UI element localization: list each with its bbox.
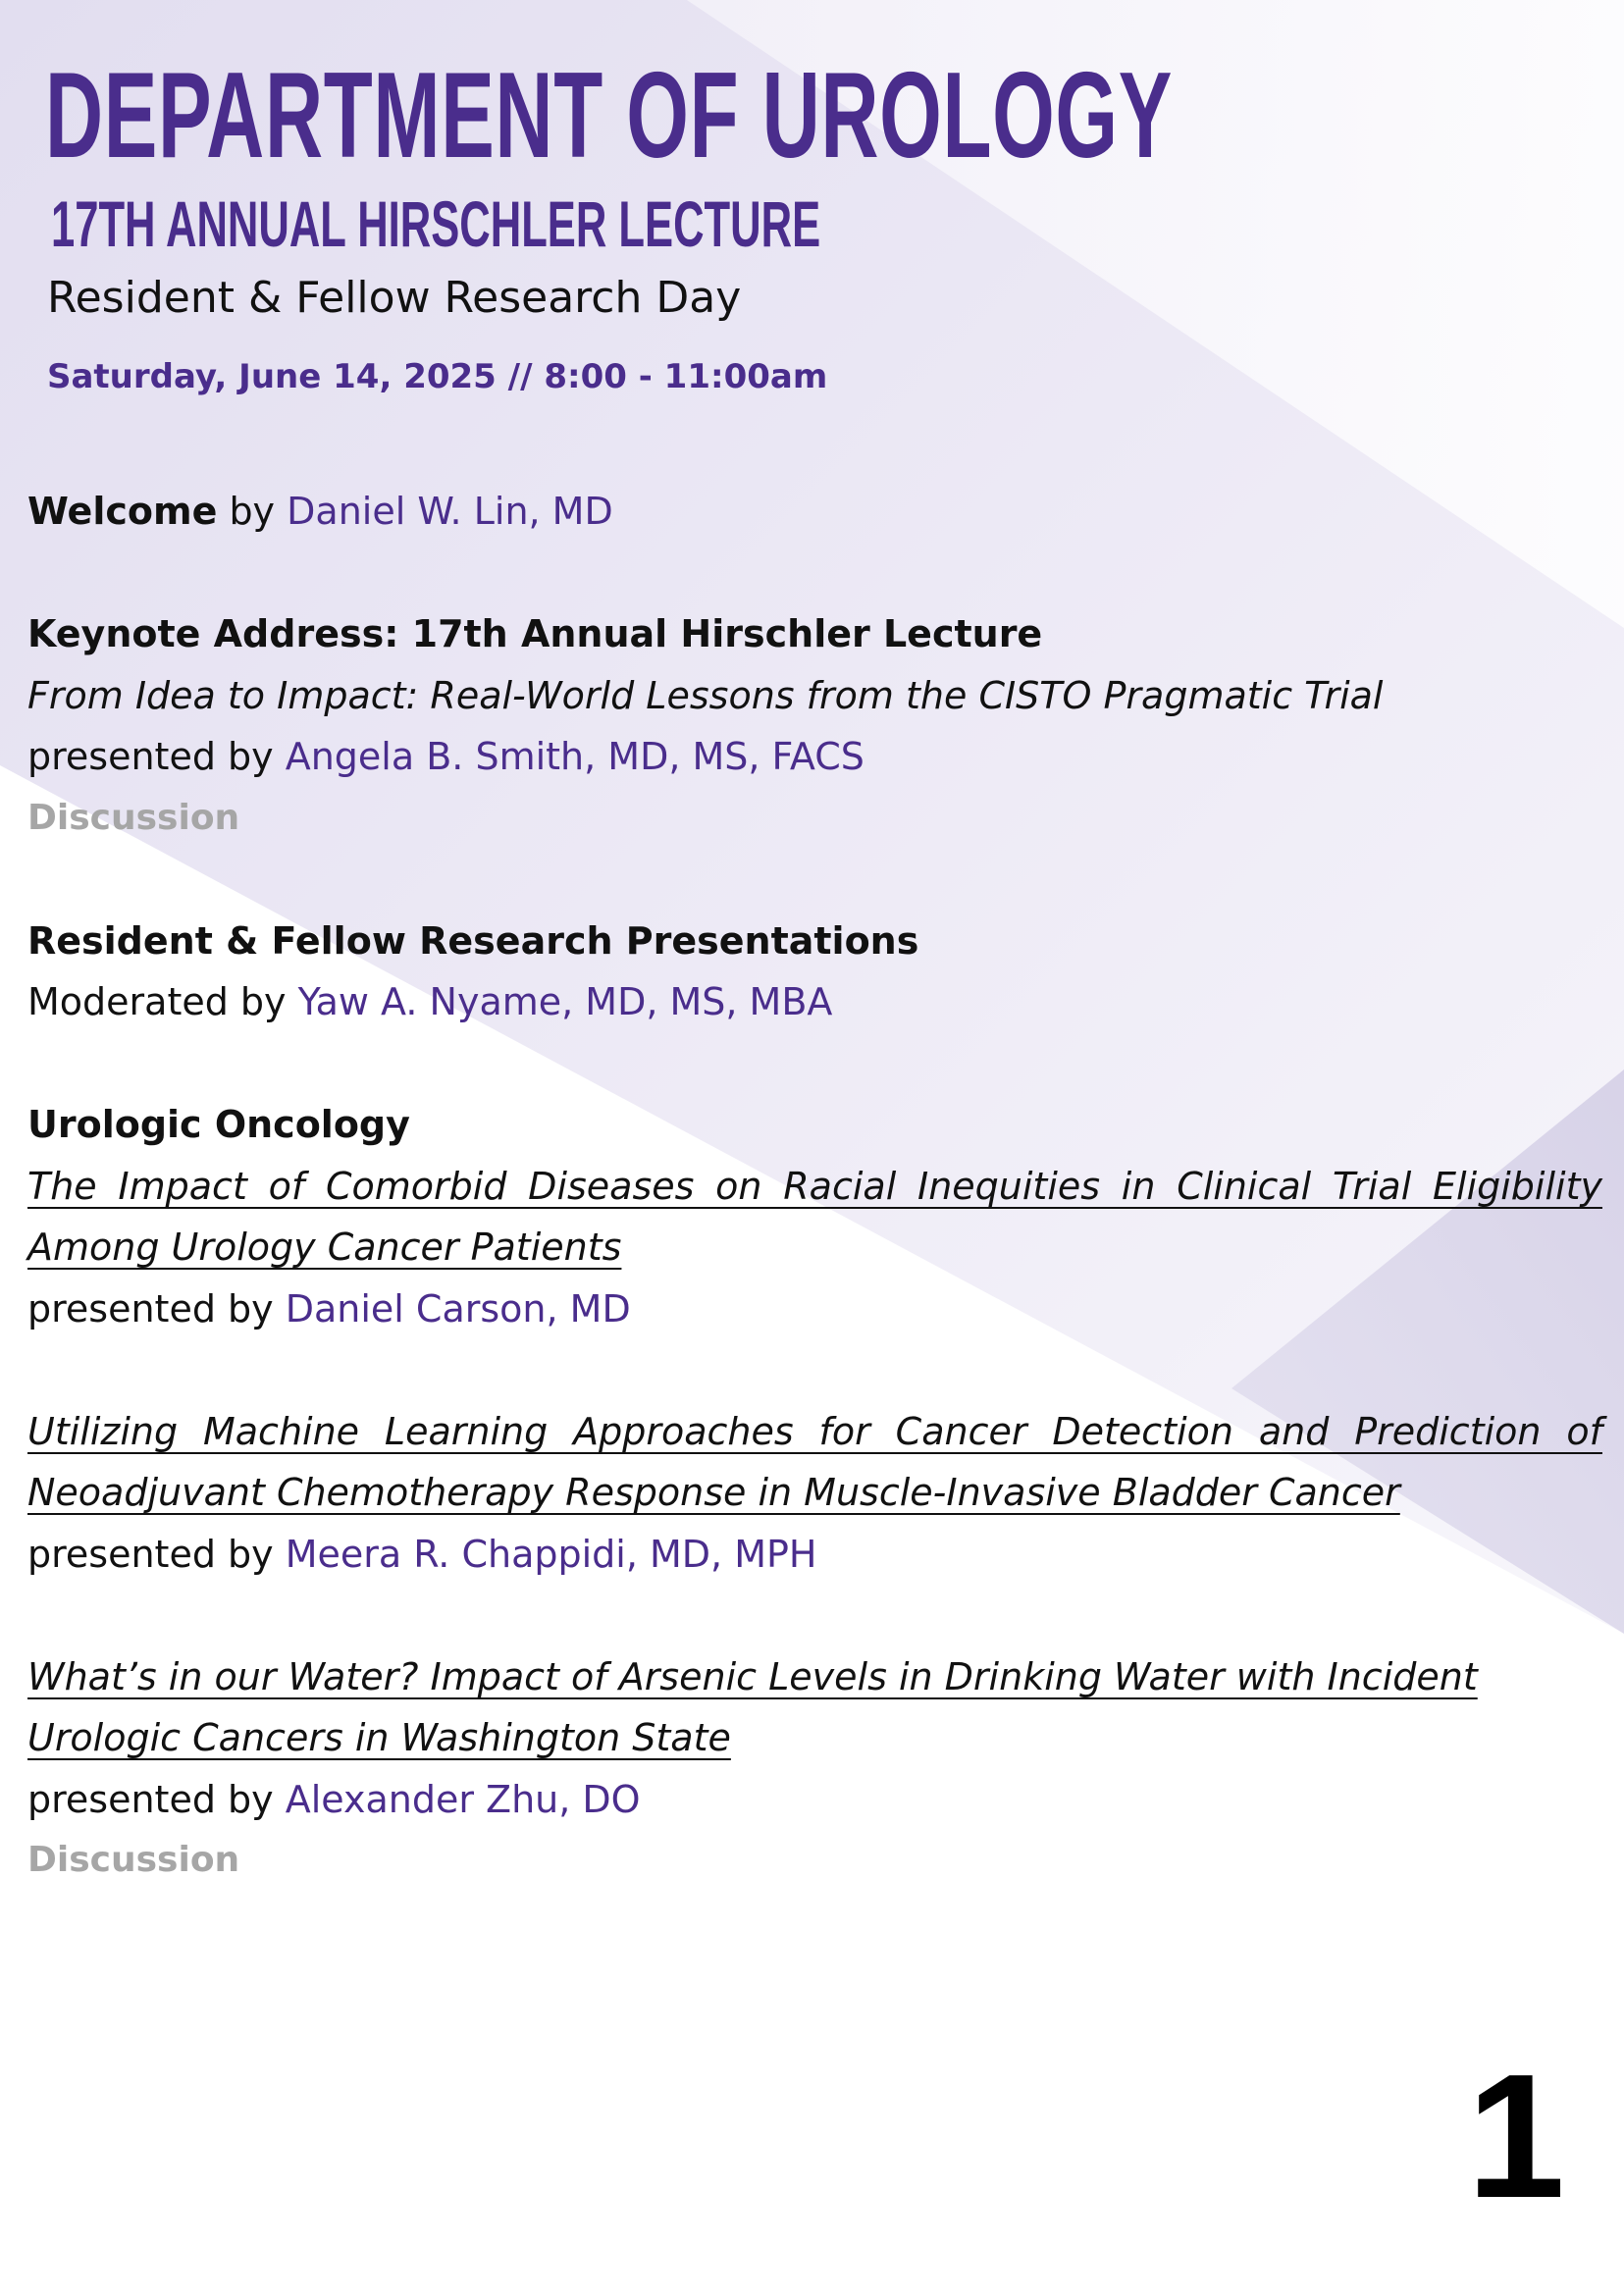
talk-title-3-line-2: Urologic Cancers in Washington State xyxy=(27,1716,731,1759)
presentations-heading: Resident & Fellow Research Presentations xyxy=(27,918,919,963)
welcome-speaker: Daniel W. Lin, MD xyxy=(287,490,613,533)
talk-3-presenter-line xyxy=(27,1769,1602,1831)
spacer xyxy=(27,1339,1602,1401)
talk-title-1-line-1: The Impact of Comorbid Diseases on Racial Inequities in Clinical Trial Eligibility xyxy=(27,1164,1602,1208)
moderator-name: Yaw A. Nyame, MD, MS, MBA xyxy=(297,980,833,1023)
moderated-by-label: Moderated by xyxy=(27,980,298,1023)
moderator-line xyxy=(27,971,1602,1033)
talk-2-speaker: Meera R. Chappidi, MD, MPH xyxy=(285,1532,817,1576)
spacer xyxy=(27,849,1602,911)
page-number: 1 xyxy=(1466,2038,1565,2235)
lecture-title: 17TH ANNUAL HIRSCHLER LECTURE xyxy=(51,187,821,260)
event-date-time: Saturday, June 14, 2025 // 8:00 - 11:00am xyxy=(47,357,828,396)
welcome-by: by xyxy=(217,490,288,533)
presented-by-label: presented by xyxy=(27,1532,286,1576)
talk-title-1 xyxy=(27,1156,1602,1278)
talk-1-presenter-line xyxy=(27,1278,1602,1340)
program-schedule xyxy=(27,481,1602,1892)
talk-title-1-line-2: Among Urology Cancer Patients xyxy=(27,1226,622,1269)
talk-title-2 xyxy=(27,1401,1602,1524)
oncology-heading: Urologic Oncology xyxy=(27,1103,410,1146)
talk-title-3 xyxy=(27,1646,1602,1769)
oncology-discussion: Discussion xyxy=(27,1840,240,1880)
spacer xyxy=(27,1585,1602,1646)
spacer xyxy=(27,543,1602,604)
talk-title-2-line-2: Neoadjuvant Chemotherapy Response in Muscle-Invasive Bladder Cancer xyxy=(27,1471,1400,1514)
presented-by-label: presented by xyxy=(27,735,286,778)
talk-title-3-line-1: What’s in our Water? Impact of Arsenic Levels in Drinking Water with Incident xyxy=(27,1654,1478,1698)
keynote-presenter-line xyxy=(27,726,1602,788)
talk-title-2-line-1: Utilizing Machine Learning Approaches for Cancer Detection and Prediction of xyxy=(27,1409,1602,1453)
talk-1-speaker: Daniel Carson, MD xyxy=(285,1286,631,1331)
talk-2-presenter-line xyxy=(27,1524,1602,1586)
presented-by-label: presented by xyxy=(27,1777,286,1821)
welcome-label: Welcome xyxy=(27,490,218,533)
welcome-line xyxy=(27,481,1602,543)
presented-by-label: presented by xyxy=(27,1286,286,1331)
department-title: DEPARTMENT OF UROLOGY xyxy=(45,48,1173,183)
keynote-speaker: Angela B. Smith, MD, MS, FACS xyxy=(285,735,864,778)
keynote-discussion: Discussion xyxy=(27,797,240,838)
talk-3-speaker: Alexander Zhu, DO xyxy=(285,1777,641,1821)
spacer xyxy=(27,1033,1602,1095)
event-subtitle: Resident & Fellow Research Day xyxy=(47,273,742,323)
keynote-heading: Keynote Address: 17th Annual Hirschler Lecture xyxy=(27,612,1043,655)
keynote-title: From Idea to Impact: Real-World Lessons from the CISTO Pragmatic Trial xyxy=(27,673,1384,717)
